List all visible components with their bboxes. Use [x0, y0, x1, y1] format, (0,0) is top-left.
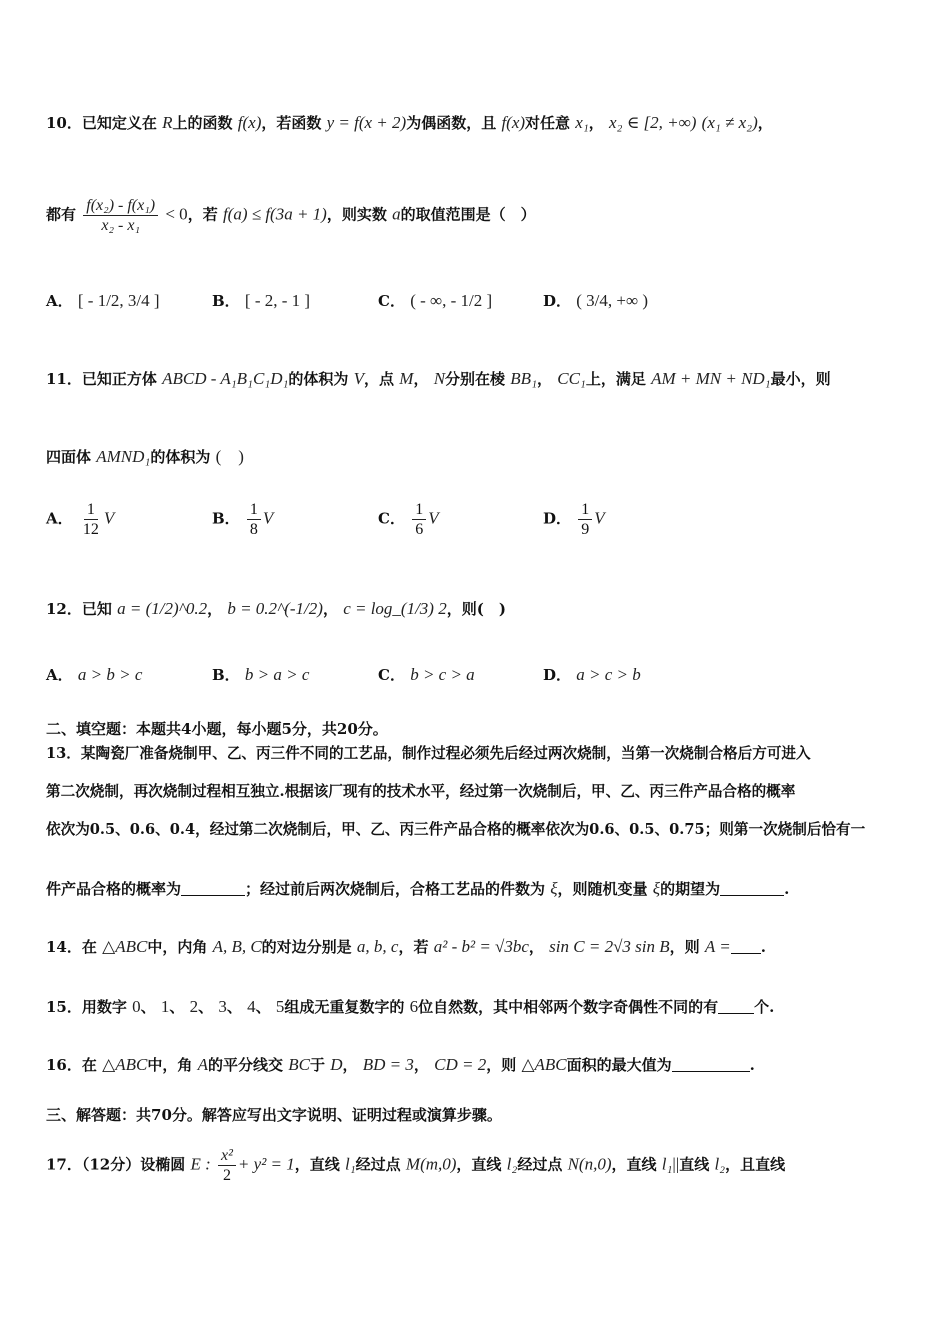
q13-line1: 13．某陶瓷厂准备烧制甲、乙、丙三件不同的工艺品，制作过程必须先后经过两次烧制，当第一次烧制合格后方可进入: [46, 745, 811, 762]
q11-option-b[interactable]: B． $\frac{1}{8}$ V: [212, 501, 274, 538]
xi: ξ: [550, 879, 558, 898]
section-3-heading: 三、解答题：共70分。解答应写出文字说明、证明过程或演算步骤。: [46, 1106, 502, 1124]
q11-line2: 四面体 AMND₁的体积为 ( ): [46, 447, 244, 466]
volume-V: V: [353, 369, 365, 388]
q16-number: 16．: [46, 1056, 82, 1074]
q13-line2: 第二次烧制，再次烧制过程相互独立.根据该厂现有的技术水平，经过第一次烧制后，甲、乙、丙三件产品合格的概率: [46, 783, 796, 800]
xi-2: ξ: [652, 879, 661, 898]
domain-range: x₂ ∈ [2, +∞): [609, 113, 697, 132]
edge-BB1: BB₁: [510, 369, 537, 388]
answer-blank[interactable]: [720, 881, 784, 896]
func-fx: f(x): [237, 113, 262, 132]
q10-line1: 10．已知定义在 R上的函数 f(x)，若函数 y = f(x + 2)为偶函数，且 f(x)对任意 x₁， x₂ ∈ [2, +∞) (x₁ ≠ x₂)，: [46, 113, 773, 132]
even-function: y = f(x + 2): [326, 113, 407, 132]
value-a: a = (1/2)^0.2: [117, 599, 208, 618]
equation-1: a² - b² = √3bc: [433, 937, 529, 956]
answer-blank[interactable]: [672, 1057, 750, 1072]
q10-line2: 都有 $\frac{\text{f(x₂) - f(x₁)}}{\text{x₂ - x₁}}$ < 0，若 f(a) ≤ f(3a + 1)，则实数 a的取值范围是（ ）: [46, 197, 536, 234]
section-2-heading: 二、填空题：本题共4小题，每小题5分，共20分。: [46, 720, 388, 738]
q12-option-b[interactable]: B． b > a > c: [212, 665, 310, 684]
sides: a, b, c: [356, 937, 399, 956]
tetrahedron: AMND₁: [96, 447, 151, 466]
q16-line1: 16．在 △ABC中，角 A的平分线交 BC于 D， BD = 3， CD = 2，则 △ABC面积的最大值为 .: [46, 1055, 755, 1074]
q14-number: 14．: [46, 938, 82, 956]
point-M: M: [399, 369, 414, 388]
x-neq: (x₁ ≠ x₂): [701, 113, 758, 132]
inequality-condition: f(a) ≤ f(3a + 1): [222, 204, 327, 224]
answer-blank[interactable]: [181, 881, 245, 896]
q11-line1: 11．已知正方体 ABCD - A₁B₁C₁D₁的体积为 V，点 M， N分别在棱 BB₁， CC₁上，满足 AM + MN + ND₁最小，则: [46, 369, 831, 388]
var-a: a: [392, 204, 401, 224]
answer-blank[interactable]: [731, 939, 761, 954]
q14-line1: 14．在 △ABC中，内角 A, B, C的对边分别是 a, b, c，若 a² - b² = √3bc， sin C = 2√3 sin B，则 A = .: [46, 937, 766, 956]
q10-option-b[interactable]: B． [ - 2, - 1 ]: [212, 291, 311, 310]
q17-line1: 17．（12分）设椭圆 E : $\frac{\text{x²}}{2}$ + y² = 1，直线 l₁经过点 M(m,0)，直线 l₂经过点 N(n,0)，直线 l₁||直线 l₂，且直线: [46, 1147, 786, 1184]
q10-option-d[interactable]: D． ( 3/4, +∞ ): [543, 291, 649, 310]
point-N: N: [433, 369, 446, 388]
angles: A, B, C: [212, 937, 262, 956]
q12-number: 12．: [46, 600, 82, 618]
q15-line1: 15．用数字 0、 1、 2、 3、 4、 5组成无重复数字的 6位自然数，其中相邻两个数字奇偶性不同的有 个.: [46, 997, 775, 1016]
angle-A: A =: [704, 937, 731, 956]
q13-line4: 件产品合格的概率为 ；经过前后两次烧制后，合格工艺品的件数为 ξ，则随机变量 ξ的期望为 .: [46, 879, 790, 898]
path-sum: AM + MN + ND₁: [651, 369, 771, 388]
q11-number: 11．: [46, 370, 82, 388]
answer-blank[interactable]: [718, 999, 754, 1014]
q12-option-d[interactable]: D． a > c > b: [543, 665, 641, 684]
value-b: b = 0.2^(-1/2): [227, 599, 323, 618]
triangle: △ABC: [102, 937, 148, 956]
q11-option-d[interactable]: D． $\frac{1}{9}$ V: [543, 501, 605, 538]
less-than-zero: < 0: [165, 204, 188, 224]
ellipse-E: E :: [190, 1154, 211, 1174]
q11-option-a[interactable]: A． $\frac{1}{12}$ V: [46, 501, 115, 538]
q13-line3: 依次为0.5、0.6、0.4，经过第二次烧制后，甲、乙、丙三件产品合格的概率依次为0.6、0.5、0.75；则第一次烧制后恰有一: [46, 821, 866, 838]
difference-quotient: $\frac{\text{f(x₂) - f(x₁)}}{\text{x₂ - x₁}}$: [83, 196, 158, 235]
set-R: R: [162, 113, 173, 132]
func-fx-2: f(x): [501, 113, 526, 132]
q12-option-c[interactable]: C． b > c > a: [378, 665, 475, 684]
cube: ABCD - A₁B₁C₁D₁: [162, 369, 289, 388]
q10-option-a[interactable]: A． [ - 1/2, 3/4 ]: [46, 291, 160, 310]
q15-number: 15．: [46, 998, 82, 1016]
q10-number: 10．: [46, 114, 82, 132]
equation-2: sin C = 2√3 sin B: [549, 937, 670, 956]
q10-option-c[interactable]: C． ( - ∞, - 1/2 ]: [378, 291, 493, 310]
q11-option-c[interactable]: C． $\frac{1}{6}$ V: [378, 501, 439, 538]
q12-option-a[interactable]: A． a > b > c: [46, 665, 143, 684]
q17-number: 17．: [46, 1155, 82, 1174]
edge-CC1: CC₁: [557, 369, 586, 388]
q12-line1: 12．已知 a = (1/2)^0.2， b = 0.2^(-1/2)， c = log_(1/3) 2，则( ): [46, 599, 506, 618]
value-c: c = log_(1/3) 2: [343, 599, 447, 618]
var-x1: x₁: [575, 113, 589, 132]
